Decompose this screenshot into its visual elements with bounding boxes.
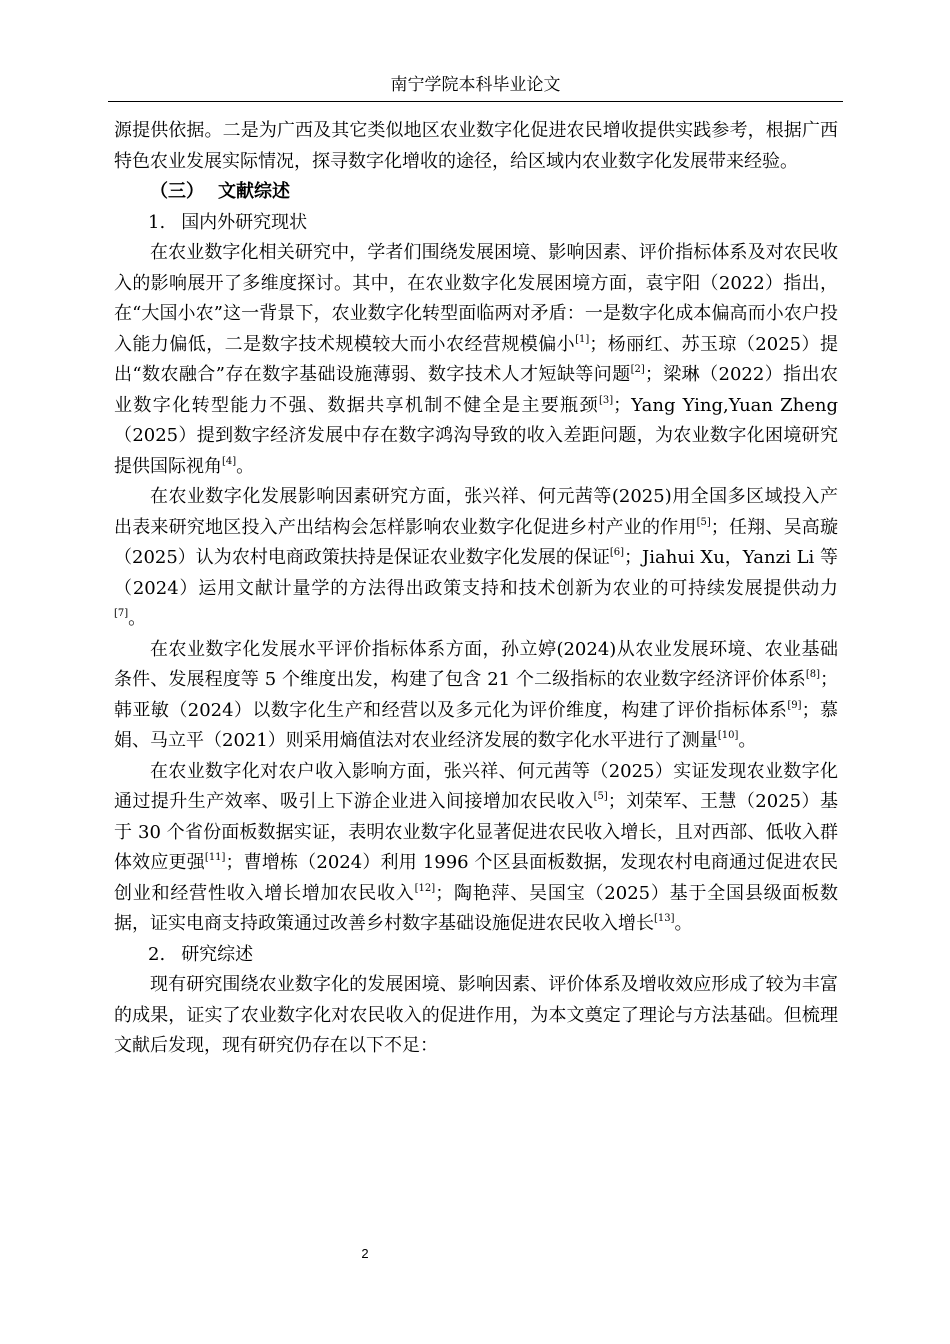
subsection-heading-2 bbox=[114, 940, 838, 971]
subsection-number: 2. bbox=[148, 943, 166, 965]
citation-ref: [2] bbox=[630, 364, 645, 375]
citation-ref: [4] bbox=[222, 455, 237, 467]
citation-ref: [13] bbox=[654, 913, 675, 924]
paragraph-difficulties bbox=[114, 238, 838, 482]
citation-ref: [5] bbox=[593, 791, 608, 802]
citation-ref: [10] bbox=[717, 730, 739, 741]
text-run: 在农业数字化发展水平评价指标体系方面，孙立婷(2024)从农业发展环境、农业基础条件、发展程度等 5 个维度出发，构建了包含 21 个二级指标的农业数字经济评价体系 bbox=[114, 638, 838, 690]
text-run: ；任翔、吴高璇（2025）认为农村电商政策扶持是保证农业数字化发展的保证 bbox=[114, 516, 839, 568]
section-title: 文献综述 bbox=[218, 181, 290, 202]
subsection-title: 研究综述 bbox=[181, 943, 254, 965]
section-number: （三） bbox=[150, 181, 204, 202]
body-text bbox=[114, 116, 838, 1062]
citation-ref: [9] bbox=[787, 699, 802, 711]
citation-ref: [11] bbox=[204, 852, 226, 863]
text-run: 在农业数字化相关研究中，学者们围绕发展困境、影响因素、评价指标体系及对农民收入的影响展开了多维度探讨。其中，在农业数字化发展困境方面，袁宇阳（2022）指出，在“大国小农”这一背景下，农业数字化转型面临两对矛盾：一是数字化成本偏高而小农户投入能力偏低，二是数字技术规模较大而小农经营规模偏小 bbox=[114, 242, 838, 355]
subsection-heading-1 bbox=[114, 208, 838, 239]
paragraph-review: 现有研究围绕农业数字化的发展困境、影响因素、评价体系及增收效应形成了较为丰富的成果，证实了农业数字化对农民收入的促进作用，为本文奠定了理论与方法基础。但梳理文献后发现，现有研究仍存在以下不足： bbox=[114, 974, 838, 1056]
citation-ref: [3] bbox=[598, 394, 614, 406]
text-run: 。 bbox=[738, 730, 757, 751]
running-header bbox=[108, 72, 843, 102]
text-run: 。 bbox=[236, 455, 255, 477]
text-run: ；慕娟、马立平（2021）则采用熵值法对农业经济发展的数字化水平进行了测量 bbox=[114, 699, 839, 751]
section-heading bbox=[114, 177, 838, 208]
text-run: ；杨丽红、苏玉琼（2025）提出“数农融合”存在数字基础设施薄弱、数字技术人才短缺等问题 bbox=[114, 333, 838, 385]
citation-ref: [1] bbox=[575, 333, 590, 345]
text-run: 在农业数字化对农户收入影响方面，张兴祥、何元茜等（2025）实证发现农业数字化通过提升生产效率、吸引上下游企业进入间接增加农民收入 bbox=[114, 760, 838, 812]
text-run: ；刘荣军、王慧（2025）基于 30 个省份面板数据实证，表明农业数字化显著促进农民收入增长，且对西部、低收入群体效应更强 bbox=[114, 791, 839, 873]
page-footer bbox=[0, 1246, 730, 1261]
citation-ref: [6] bbox=[609, 547, 625, 558]
text-run: ；Jiahui Xu，Yanzi Li 等（2024）运用文献计量学的方法得出政策支持和技术创新为农业的可持续发展提供动力 bbox=[114, 547, 838, 599]
intro-paragraph-tail: 源提供依据。二是为广西及其它类似地区农业数字化促进农民增收提供实践参考，根据广西特色农业发展实际情况，探寻数字化增收的途径，给区域内农业数字化发展带来经验。 bbox=[114, 120, 838, 172]
paragraph-indicators bbox=[114, 635, 838, 757]
text-run: ；韩亚敏（2024）以数字化生产和经营以及多元化为评价维度，构建了评价指标体系 bbox=[114, 669, 838, 721]
text-run: ；梁琳（2022）指出农业数字化转型能力不强、数据共享机制不健全是主要瓶颈 bbox=[114, 364, 838, 416]
text-run: 。 bbox=[128, 608, 147, 629]
header-title: 南宁学院本科毕业论文 bbox=[390, 75, 561, 95]
text-run: ；陶艳萍、吴国宝（2025）基于全国县级面板数据，证实电商支持政策通过改善乡村数字基础设施促进农民收入增长 bbox=[114, 882, 839, 934]
paragraph-income bbox=[114, 757, 838, 940]
citation-ref: [5] bbox=[696, 516, 711, 528]
subsection-title: 国内外研究现状 bbox=[181, 211, 308, 233]
text-run: ；Yang Ying,Yuan Zheng（2025）提到数字经济发展中存在数字鸿沟导致的收入差距问题，为农业数字化困境研究提供国际视角 bbox=[114, 394, 838, 477]
page-number: 2 bbox=[361, 1246, 369, 1261]
text-run: ；曹增栋（2024）利用 1996 个区县面板数据，发现农村电商通过促进农民创业和经营性收入增长增加农民收入 bbox=[114, 852, 839, 904]
paragraph-factors bbox=[114, 482, 838, 635]
citation-ref: [7] bbox=[114, 608, 129, 619]
subsection-number: 1. bbox=[148, 211, 166, 233]
citation-ref: [12] bbox=[414, 882, 436, 894]
text-run: 在农业数字化发展影响因素研究方面，张兴祥、何元茜等(2025)用全国多区域投入产出表来研究地区投入产出结构会怎样影响农业数字化促进乡村产业的作用 bbox=[114, 486, 838, 538]
citation-ref: [8] bbox=[805, 669, 820, 680]
text-run: 。 bbox=[674, 913, 693, 934]
